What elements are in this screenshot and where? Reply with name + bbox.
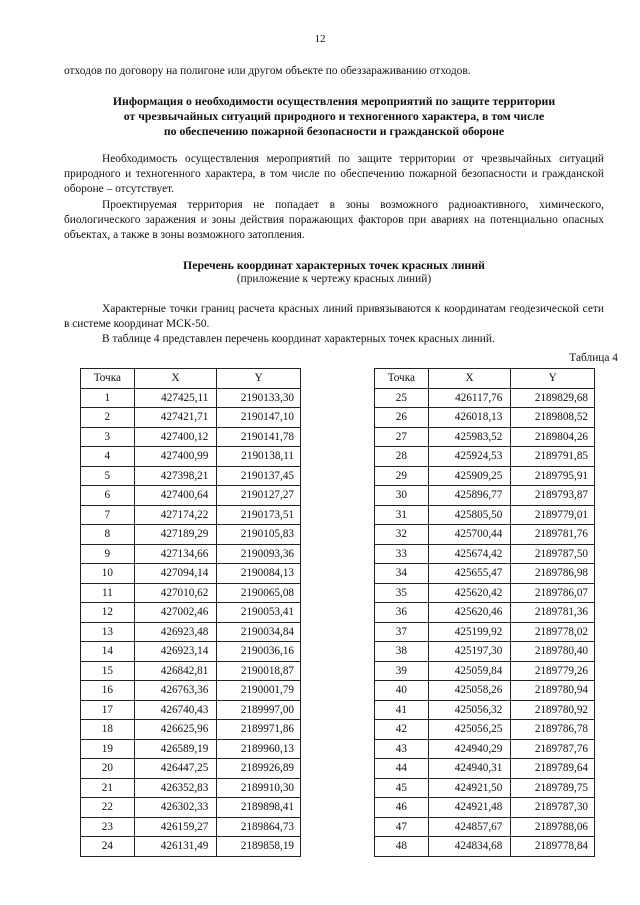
point-number-cell: 10 — [81, 564, 135, 584]
point-number-cell: 41 — [375, 700, 429, 720]
header-point: Точка — [375, 369, 429, 389]
y-coordinate-cell: 2189997,00 — [217, 700, 301, 720]
y-coordinate-cell: 2189781,76 — [511, 525, 595, 545]
table-row — [375, 505, 595, 525]
x-coordinate-cell: 425059,84 — [428, 661, 511, 681]
x-coordinate-cell: 427400,99 — [134, 447, 217, 467]
x-coordinate-cell: 426018,13 — [428, 408, 511, 428]
x-coordinate-cell: 425924,53 — [428, 447, 511, 467]
y-coordinate-cell: 2189829,68 — [511, 388, 595, 408]
x-coordinate-cell: 425896,77 — [428, 486, 511, 506]
coordinates-table-right — [374, 368, 595, 857]
y-coordinate-cell: 2189960,13 — [217, 739, 301, 759]
x-coordinate-cell: 425199,92 — [428, 622, 511, 642]
point-number-cell: 31 — [375, 505, 429, 525]
section2-title: Перечень координат характерных точек красных линий — [183, 258, 485, 272]
y-coordinate-cell: 2189926,89 — [217, 759, 301, 779]
y-coordinate-cell: 2190034,84 — [217, 622, 301, 642]
y-coordinate-cell: 2190018,87 — [217, 661, 301, 681]
y-coordinate-cell: 2190141,78 — [217, 427, 301, 447]
y-coordinate-cell: 2190093,36 — [217, 544, 301, 564]
table-row — [375, 700, 595, 720]
y-coordinate-cell: 2189780,40 — [511, 642, 595, 662]
table-row — [81, 466, 301, 486]
y-coordinate-cell: 2190138,11 — [217, 447, 301, 467]
point-number-cell: 33 — [375, 544, 429, 564]
point-number-cell: 18 — [81, 720, 135, 740]
y-coordinate-cell: 2190105,83 — [217, 525, 301, 545]
table-row — [375, 817, 595, 837]
table-row — [375, 408, 595, 428]
y-coordinate-cell: 2189808,52 — [511, 408, 595, 428]
table-row — [375, 388, 595, 408]
intro-line: отходов по договору на полигоне или другом объекте по обеззараживанию отходов. — [64, 65, 471, 77]
point-number-cell: 15 — [81, 661, 135, 681]
point-number-cell: 44 — [375, 759, 429, 779]
y-coordinate-cell: 2189787,30 — [511, 798, 595, 818]
table-row — [375, 564, 595, 584]
table-row — [81, 388, 301, 408]
header-point: Точка — [81, 369, 135, 389]
table-row — [375, 447, 595, 467]
section2-paragraph: В таблице 4 представлен перечень координат характерных точек красных линий. — [102, 333, 495, 345]
header-y: Y — [217, 369, 301, 389]
x-coordinate-cell: 424834,68 — [428, 837, 511, 857]
table-row — [375, 798, 595, 818]
x-coordinate-cell: 427398,21 — [134, 466, 217, 486]
point-number-cell: 17 — [81, 700, 135, 720]
x-coordinate-cell: 427094,14 — [134, 564, 217, 584]
x-coordinate-cell: 427421,71 — [134, 408, 217, 428]
section1-paragraph: Необходимость осуществления мероприятий по защите территории от чрезвычайных ситуаций природного и техногенного характера, в том числе по обеспечению пожарной безопасности и гражданской обороне – отсутствует. — [64, 153, 604, 195]
y-coordinate-cell: 2189971,86 — [217, 720, 301, 740]
table-row — [375, 622, 595, 642]
x-coordinate-cell: 425700,44 — [428, 525, 511, 545]
table-header-row — [375, 369, 595, 389]
y-coordinate-cell: 2190053,41 — [217, 603, 301, 623]
y-coordinate-cell: 2190001,79 — [217, 681, 301, 701]
point-number-cell: 4 — [81, 447, 135, 467]
y-coordinate-cell: 2190127,27 — [217, 486, 301, 506]
point-number-cell: 1 — [81, 388, 135, 408]
table-row — [81, 700, 301, 720]
point-number-cell: 43 — [375, 739, 429, 759]
table-row — [81, 564, 301, 584]
y-coordinate-cell: 2189898,41 — [217, 798, 301, 818]
table-row — [375, 720, 595, 740]
x-coordinate-cell: 427134,66 — [134, 544, 217, 564]
table-row — [375, 681, 595, 701]
y-coordinate-cell: 2189780,94 — [511, 681, 595, 701]
point-number-cell: 21 — [81, 778, 135, 798]
x-coordinate-cell: 425655,47 — [428, 564, 511, 584]
x-coordinate-cell: 426589,19 — [134, 739, 217, 759]
x-coordinate-cell: 427174,22 — [134, 505, 217, 525]
x-coordinate-cell: 426763,36 — [134, 681, 217, 701]
section1-title-line: Информация о необходимости осуществления мероприятий по защите территории — [112, 94, 556, 108]
x-coordinate-cell: 426923,48 — [134, 622, 217, 642]
table-row — [375, 642, 595, 662]
y-coordinate-cell: 2189804,26 — [511, 427, 595, 447]
section2-subtitle: (приложение к чертежу красных линий) — [236, 273, 432, 285]
table-row — [81, 583, 301, 603]
y-coordinate-cell: 2189781,36 — [511, 603, 595, 623]
point-number-cell: 28 — [375, 447, 429, 467]
x-coordinate-cell: 425909,25 — [428, 466, 511, 486]
y-coordinate-cell: 2190133,30 — [217, 388, 301, 408]
y-coordinate-cell: 2189791,85 — [511, 447, 595, 467]
x-coordinate-cell: 426302,33 — [134, 798, 217, 818]
y-coordinate-cell: 2189787,76 — [511, 739, 595, 759]
table-row — [81, 505, 301, 525]
table-row — [81, 427, 301, 447]
x-coordinate-cell: 425983,52 — [428, 427, 511, 447]
point-number-cell: 35 — [375, 583, 429, 603]
point-number-cell: 8 — [81, 525, 135, 545]
point-number-cell: 37 — [375, 622, 429, 642]
table-row — [81, 622, 301, 642]
table-row — [375, 778, 595, 798]
point-number-cell: 26 — [375, 408, 429, 428]
table-row — [81, 486, 301, 506]
x-coordinate-cell: 424857,67 — [428, 817, 511, 837]
x-coordinate-cell: 426447,25 — [134, 759, 217, 779]
section1-title-line: от чрезвычайных ситуаций природного и техногенного характера, в том числе — [123, 109, 545, 123]
y-coordinate-cell: 2190036,16 — [217, 642, 301, 662]
section1-title — [64, 94, 604, 139]
x-coordinate-cell: 427189,29 — [134, 525, 217, 545]
table-row — [81, 603, 301, 623]
point-number-cell: 22 — [81, 798, 135, 818]
point-number-cell: 5 — [81, 466, 135, 486]
point-number-cell: 29 — [375, 466, 429, 486]
x-coordinate-cell: 427400,64 — [134, 486, 217, 506]
y-coordinate-cell: 2189864,73 — [217, 817, 301, 837]
x-coordinate-cell: 426159,27 — [134, 817, 217, 837]
x-coordinate-cell: 424921,48 — [428, 798, 511, 818]
point-number-cell: 30 — [375, 486, 429, 506]
table-row — [81, 544, 301, 564]
point-number-cell: 11 — [81, 583, 135, 603]
table-row — [375, 525, 595, 545]
point-number-cell: 48 — [375, 837, 429, 857]
table-row — [375, 466, 595, 486]
table-row — [81, 817, 301, 837]
table-row — [375, 544, 595, 564]
table-row — [81, 681, 301, 701]
table-row — [81, 778, 301, 798]
coordinates-table-left — [80, 368, 301, 857]
table-row — [81, 759, 301, 779]
section2-paragraph: Характерные точки границ расчета красных линий привязываются к координатам геодезической сети в системе координат МСК-50. — [64, 303, 604, 330]
point-number-cell: 12 — [81, 603, 135, 623]
y-coordinate-cell: 2189779,26 — [511, 661, 595, 681]
x-coordinate-cell: 427425,11 — [134, 388, 217, 408]
y-coordinate-cell: 2189910,30 — [217, 778, 301, 798]
header-x: X — [134, 369, 217, 389]
x-coordinate-cell: 425197,30 — [428, 642, 511, 662]
point-number-cell: 3 — [81, 427, 135, 447]
y-coordinate-cell: 2189778,84 — [511, 837, 595, 857]
y-coordinate-cell: 2189786,78 — [511, 720, 595, 740]
point-number-cell: 13 — [81, 622, 135, 642]
y-coordinate-cell: 2189778,02 — [511, 622, 595, 642]
y-coordinate-cell: 2189789,64 — [511, 759, 595, 779]
section1-title-line: по обеспечению пожарной безопасности и гражданской обороне — [163, 124, 505, 138]
point-number-cell: 46 — [375, 798, 429, 818]
point-number-cell: 34 — [375, 564, 429, 584]
x-coordinate-cell: 426117,76 — [428, 388, 511, 408]
y-coordinate-cell: 2189786,98 — [511, 564, 595, 584]
page-number: 12 — [314, 33, 326, 45]
x-coordinate-cell: 425805,50 — [428, 505, 511, 525]
point-number-cell: 7 — [81, 505, 135, 525]
y-coordinate-cell: 2189780,92 — [511, 700, 595, 720]
table-caption: Таблица 4 — [569, 352, 618, 364]
x-coordinate-cell: 427002,46 — [134, 603, 217, 623]
x-coordinate-cell: 425620,42 — [428, 583, 511, 603]
x-coordinate-cell: 426842,81 — [134, 661, 217, 681]
x-coordinate-cell: 425056,25 — [428, 720, 511, 740]
y-coordinate-cell: 2189786,07 — [511, 583, 595, 603]
point-number-cell: 47 — [375, 817, 429, 837]
y-coordinate-cell: 2190173,51 — [217, 505, 301, 525]
table-row — [81, 720, 301, 740]
table-header-row — [81, 369, 301, 389]
x-coordinate-cell: 424940,31 — [428, 759, 511, 779]
section1-paragraph: Проектируемая территория не попадает в зоны возможного радиоактивного, химического, биологического заражения и зоны действия поражающих факторов при авариях на потенциально опасных объектах, а также в зоны возможного затопления. — [64, 199, 604, 241]
x-coordinate-cell: 424940,29 — [428, 739, 511, 759]
point-number-cell: 6 — [81, 486, 135, 506]
x-coordinate-cell: 425058,26 — [428, 681, 511, 701]
point-number-cell: 19 — [81, 739, 135, 759]
table-row — [375, 583, 595, 603]
x-coordinate-cell: 427010,62 — [134, 583, 217, 603]
x-coordinate-cell: 424921,50 — [428, 778, 511, 798]
table-row — [375, 427, 595, 447]
y-coordinate-cell: 2189779,01 — [511, 505, 595, 525]
x-coordinate-cell: 425620,46 — [428, 603, 511, 623]
point-number-cell: 32 — [375, 525, 429, 545]
table-row — [375, 486, 595, 506]
table-row — [81, 798, 301, 818]
y-coordinate-cell: 2190147,10 — [217, 408, 301, 428]
point-number-cell: 20 — [81, 759, 135, 779]
y-coordinate-cell: 2189789,75 — [511, 778, 595, 798]
y-coordinate-cell: 2189795,91 — [511, 466, 595, 486]
x-coordinate-cell: 426923,14 — [134, 642, 217, 662]
point-number-cell: 24 — [81, 837, 135, 857]
y-coordinate-cell: 2190084,13 — [217, 564, 301, 584]
x-coordinate-cell: 426740,43 — [134, 700, 217, 720]
point-number-cell: 40 — [375, 681, 429, 701]
point-number-cell: 2 — [81, 408, 135, 428]
table-row — [375, 759, 595, 779]
x-coordinate-cell: 426131,49 — [134, 837, 217, 857]
point-number-cell: 16 — [81, 681, 135, 701]
table-row — [81, 661, 301, 681]
point-number-cell: 45 — [375, 778, 429, 798]
point-number-cell: 14 — [81, 642, 135, 662]
table-row — [81, 739, 301, 759]
point-number-cell: 42 — [375, 720, 429, 740]
table-row — [81, 525, 301, 545]
table-row — [375, 603, 595, 623]
point-number-cell: 23 — [81, 817, 135, 837]
y-coordinate-cell: 2189858,19 — [217, 837, 301, 857]
point-number-cell: 39 — [375, 661, 429, 681]
x-coordinate-cell: 426625,96 — [134, 720, 217, 740]
point-number-cell: 27 — [375, 427, 429, 447]
point-number-cell: 36 — [375, 603, 429, 623]
table-row — [81, 408, 301, 428]
header-x: X — [428, 369, 511, 389]
x-coordinate-cell: 427400,12 — [134, 427, 217, 447]
y-coordinate-cell: 2189793,87 — [511, 486, 595, 506]
y-coordinate-cell: 2190065,08 — [217, 583, 301, 603]
table-row — [81, 837, 301, 857]
y-coordinate-cell: 2189787,50 — [511, 544, 595, 564]
table-row — [375, 739, 595, 759]
y-coordinate-cell: 2190137,45 — [217, 466, 301, 486]
table-row — [375, 837, 595, 857]
header-y: Y — [511, 369, 595, 389]
point-number-cell: 9 — [81, 544, 135, 564]
x-coordinate-cell: 425674,42 — [428, 544, 511, 564]
table-row — [81, 447, 301, 467]
y-coordinate-cell: 2189788,06 — [511, 817, 595, 837]
point-number-cell: 38 — [375, 642, 429, 662]
x-coordinate-cell: 425056,32 — [428, 700, 511, 720]
table-row — [375, 661, 595, 681]
point-number-cell: 25 — [375, 388, 429, 408]
table-row — [81, 642, 301, 662]
x-coordinate-cell: 426352,83 — [134, 778, 217, 798]
